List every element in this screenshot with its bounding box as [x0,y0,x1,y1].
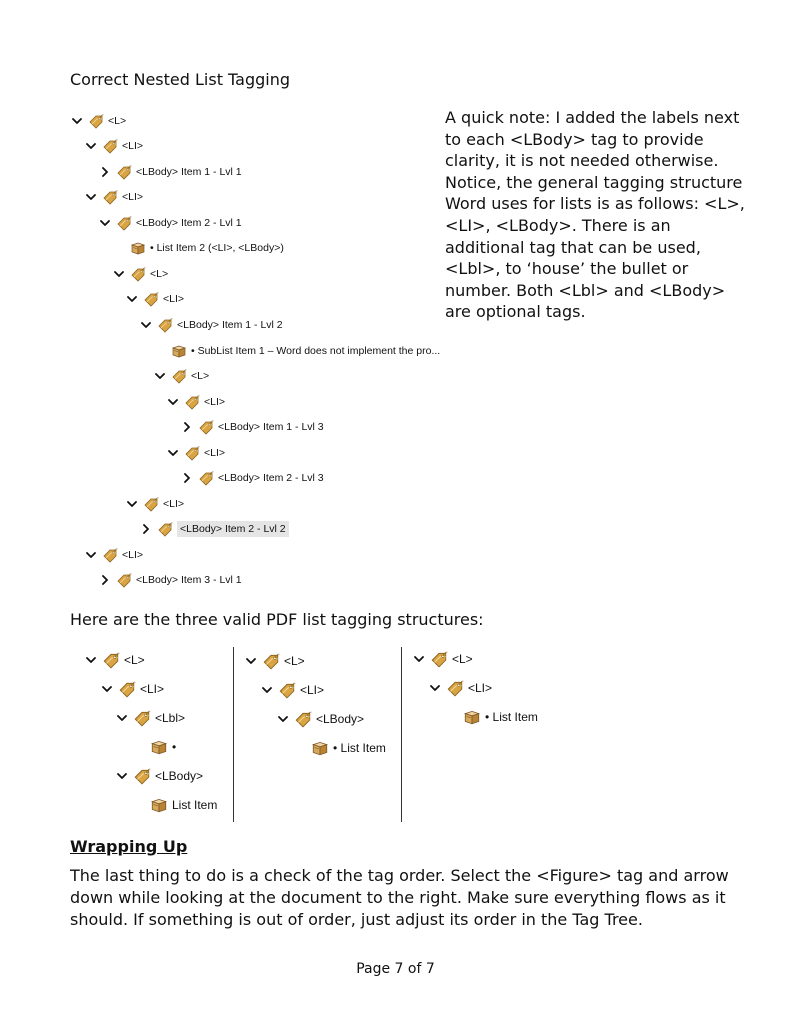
chevron-down-icon[interactable] [117,771,127,781]
content-box-icon [150,738,168,756]
tree-row[interactable] [117,707,185,729]
tree-row-selected[interactable] [141,519,289,539]
tree-row[interactable] [102,678,164,700]
tree-row-label: • [172,740,177,754]
content-box-icon [150,796,168,814]
tag-icon [184,394,200,410]
tag-icon [102,547,118,563]
tag-icon [143,496,159,512]
tag-icon [116,164,132,180]
tag-icon [184,445,200,461]
chevron-down-icon[interactable] [86,141,96,151]
tree-row-label: <LI> [122,140,144,152]
tree-row-label: • List Item 2 (<LI>, <LBody>) [150,242,284,254]
wrapping-up-body: The last thing to do is a check of the tag order. Select the <Figure> tag and arrow down while looking at the document to the right. Make sure everything flows as it should. If something is out of order, just adjust its order in the Tag Tree. [70,866,729,929]
tree-row[interactable] [114,264,168,284]
tree-row[interactable] [168,392,225,412]
tree-row-label: <LBody> Item 1 - Lvl 3 [218,421,324,433]
tree-row[interactable] [127,494,184,514]
tree-row-label: <LI> [122,549,144,561]
page-footer: Page 7 of 7 [356,961,435,977]
chevron-down-icon[interactable] [278,714,288,724]
tag-icon [133,767,151,785]
tree-row[interactable] [155,366,209,386]
tree-row[interactable] [114,238,284,258]
tag-icon [133,709,151,727]
tree-row-label: <LBody> [155,769,204,783]
tree-row-label: <LBody> Item 1 - Lvl 2 [177,319,283,331]
tree-row[interactable] [182,468,324,488]
tree-row-label: <LI> [300,683,325,697]
tree-row[interactable] [141,315,283,335]
tree-row[interactable] [155,341,440,361]
chevron-down-icon[interactable] [168,448,178,458]
tree-row[interactable] [134,736,176,758]
tag-icon [130,266,146,282]
tag-icon [116,572,132,588]
tree-row[interactable] [246,650,305,672]
chevron-down-icon[interactable] [100,218,110,228]
tag-icon [116,215,132,231]
chevron-down-icon[interactable] [117,713,127,723]
tree-row-label: <LBody> Item 3 - Lvl 1 [136,574,242,586]
tree-row-label: <L> [150,268,169,280]
chevron-down-icon[interactable] [114,269,124,279]
tree-row[interactable] [86,136,143,156]
chevron-down-icon[interactable] [127,294,137,304]
chevron-down-icon[interactable] [86,655,96,665]
chevron-down-icon[interactable] [72,116,82,126]
tree-row-label: • List Item [333,741,386,755]
tag-icon [294,710,312,728]
chevron-down-icon[interactable] [155,371,165,381]
tree-row[interactable] [262,679,324,701]
tree-row[interactable] [295,737,386,759]
tree-row[interactable] [127,289,184,309]
chevron-down-icon[interactable] [414,654,424,664]
tree-row-label: <LI> [122,191,144,203]
chevron-right-icon[interactable] [182,473,192,483]
content-box-icon [463,708,481,726]
tree-row[interactable] [100,162,242,182]
tag-icon [88,113,104,129]
divider [233,647,234,822]
tree-row[interactable] [414,648,473,670]
chevron-down-icon[interactable] [430,683,440,693]
tree-row[interactable] [117,765,203,787]
tree-row-label: <Lbl> [155,711,186,725]
tag-icon [102,138,118,154]
tag-icon [430,650,448,668]
tree-row[interactable] [168,443,225,463]
tag-icon [446,679,464,697]
chevron-right-icon[interactable] [100,575,110,585]
tree-row-label: <LBody> Item 2 - Lvl 2 [177,521,289,537]
tree-row-label: <LBody> Item 1 - Lvl 1 [136,166,242,178]
quick-note: A quick note: I added the labels next to each <LBody> tag to provide clarity, it is not needed otherwise. Notice, the general tagging structure Word uses for lists is as follows: <L>, <LI>, <LBody>. There is an additional tag that can be used, <Lbl>, to ‘house’ the bullet or number. Both <Lbl> and <LBody> are optional tags. [445,108,745,322]
tree-row[interactable] [278,708,364,730]
content-box-icon [171,343,187,359]
chevron-down-icon[interactable] [141,320,151,330]
tag-icon [262,652,280,670]
tree-row[interactable] [100,213,242,233]
chevron-down-icon[interactable] [127,499,137,509]
tree-row[interactable] [134,794,217,816]
content-box-icon [130,240,146,256]
tag-icon [157,317,173,333]
tree-row[interactable] [447,706,538,728]
tree-row-label: <LBody> Item 2 - Lvl 1 [136,217,242,229]
tree-row[interactable] [182,417,324,437]
chevron-right-icon[interactable] [141,524,151,534]
tree-row-label: <L> [108,115,127,127]
chevron-down-icon[interactable] [86,550,96,560]
tree-row[interactable] [430,677,492,699]
tag-icon [118,680,136,698]
chevron-right-icon[interactable] [100,167,110,177]
tree-row-label: <L> [452,652,473,666]
tag-icon [102,651,120,669]
tree-row-label: <LI> [204,447,226,459]
tree-row-label: List Item [172,798,218,812]
chevron-down-icon[interactable] [246,656,256,666]
tree-row[interactable] [86,545,143,565]
tree-row-label: <LI> [140,682,165,696]
tree-row[interactable] [100,570,242,590]
tree-row-label: <LI> [163,293,185,305]
tree-row-label: <LI> [204,396,226,408]
chevron-down-icon[interactable] [86,192,96,202]
tag-icon [198,470,214,486]
tree-row[interactable] [86,187,143,207]
tag-icon [157,521,173,537]
wrapping-up-title: Wrapping Up [70,837,188,856]
tag-icon [143,291,159,307]
tree-row-label: <LBody> [316,712,365,726]
chevron-right-icon[interactable] [182,422,192,432]
tree-row-label: • List Item [485,710,538,724]
chevron-down-icon[interactable] [168,397,178,407]
divider [401,647,402,822]
tree-row-label: <L> [284,654,305,668]
tag-icon [171,368,187,384]
chevron-down-icon[interactable] [262,685,272,695]
tree-row-label: <LBody> Item 2 - Lvl 3 [218,472,324,484]
chevron-down-icon[interactable] [102,684,112,694]
tree-row-label: <L> [191,370,210,382]
section-heading: Correct Nested List Tagging [70,70,291,89]
tree-row-label: <LI> [468,681,493,695]
tree-row-label: • SubList Item 1 – Word does not implement the pro... [191,345,441,357]
tree-row[interactable] [86,649,145,671]
tree-row-label: <LI> [163,498,185,510]
tree-row[interactable] [72,111,126,131]
tag-icon [278,681,296,699]
content-box-icon [311,739,329,757]
tag-icon [102,189,118,205]
tree-row-label: <L> [124,653,145,667]
tag-icon [198,419,214,435]
structures-intro: Here are the three valid PDF list tagging structures: [70,610,484,629]
